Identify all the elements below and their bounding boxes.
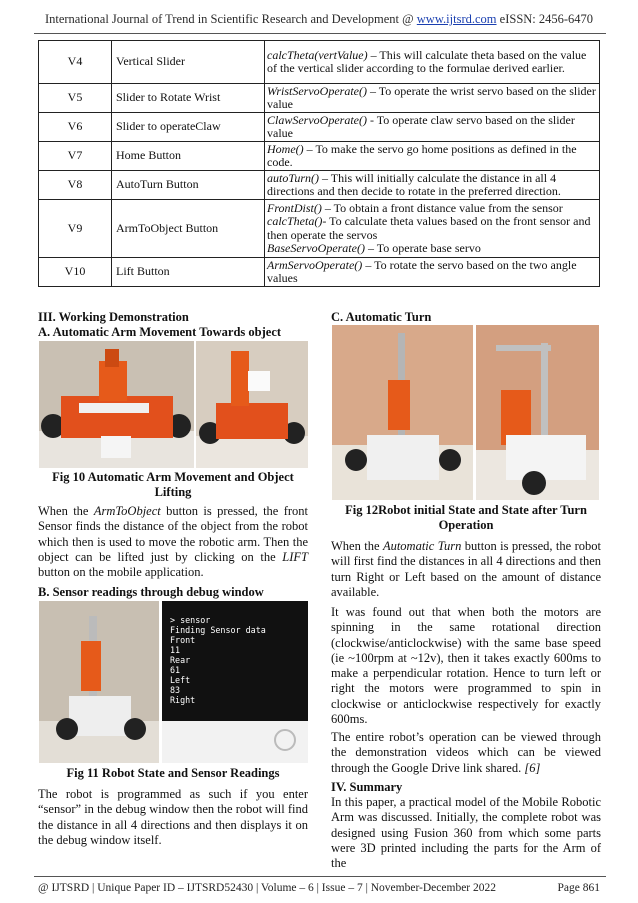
widget-cell: Home Button [112,142,265,171]
home-button-icon [274,729,296,751]
pin-cell: V4 [39,41,112,84]
function-cell: FrontDist() – To obtain a front distance value from the sensor calcTheta()- To calculate theta values based on the front sensor and then operate the servos BaseServoOperate() – To operate base servo [265,200,600,258]
journal-header [0,12,638,27]
pin-cell: V5 [39,84,112,113]
debug-line: Left [170,675,191,685]
debug-line: 61 [170,665,181,675]
reference-link[interactable]: [6] [524,760,541,775]
fig11-debug-window [162,601,308,763]
widget-cell: Slider to operateClaw [112,113,265,142]
function-cell: Home() – To make the servo go home positions as defined in the code. [265,142,600,171]
debug-line: > sensor [170,615,211,625]
widget-cell: Lift Button [112,258,265,287]
function-cell: WristServoOperate() – To operate the wrist servo based on the slider value [265,84,600,113]
fig12-photo-after-turn [476,325,599,500]
debug-line: Front [170,635,196,645]
fig12-photo-initial [332,325,473,500]
pin-cell: V10 [39,258,112,287]
pin-cell: V8 [39,171,112,200]
section-heading-4: IV. Summary [331,780,403,794]
pin-cell: V7 [39,142,112,171]
table-row [39,200,600,258]
page-footer [38,882,600,894]
fig11-robot-photo [39,601,159,763]
pin-cell: V6 [39,113,112,142]
fig12-caption: Fig 12Robot initial State and State after Turn Operation [345,503,587,532]
section-heading-3: III. Working Demonstration [38,310,189,324]
paragraph-sensor: The robot is programmed as such if you enter “sensor” in the debug window then the robot will find the distance in all 4 directions and then displays it on the debug window itself. [38,787,308,847]
table-row [39,171,600,200]
table-row [39,258,600,287]
function-cell: autoTurn() – This will initially calculate the distance in all 4 directions and then decide to rotate in the preferred direction. [265,171,600,200]
virtual-pin-table [38,40,600,287]
table-row [39,41,600,84]
widget-cell: AutoTurn Button [112,171,265,200]
journal-url-link[interactable]: www.ijtsrd.com [416,12,497,26]
fig10-photo-left [39,341,194,468]
function-cell: ArmServoOperate() – To rotate the servo based on the two angle values [265,258,600,287]
subsection-heading-a: A. Automatic Arm Movement Towards object [38,325,282,339]
widget-cell: Slider to Rotate Wrist [112,84,265,113]
issn: eISSN: 2456-6470 [499,12,594,26]
function-cell: calcTheta(vertValue) – This will calculate theta based on the value of the vertical slider according to the formulae derived earlier. [265,41,600,84]
widget-cell: ArmToObject Button [112,200,265,258]
table-row [39,113,600,142]
paragraph-rotation-timing: It was found out that when both the motors are spinning in the same rotational direction (clockwise/anticlockwise) with the same base speed (ie ~100rpm at ~12v), then it takes exactly 600ms to make a perpendicular rotation. Hence to turn left or right the motors were programmed to spin in clockwise or anticlockwise respectively for exactly 600ms. [331,605,601,727]
pin-cell: V9 [39,200,112,258]
fig10-photo-right [196,341,308,468]
function-cell: ClawServoOperate() - To operate claw servo based on the slider value [265,113,600,142]
footer-citation: @ IJTSRD | Unique Paper ID – IJTSRD52430 | Volume – 6 | Issue – 7 | November-December 2022 [38,882,497,894]
header-rule [34,33,606,34]
subsection-heading-c: C. Automatic Turn [331,310,432,324]
debug-line: Right [170,695,196,705]
journal-name: International Journal of Trend in Scientific Research and Development @ [44,12,414,26]
fig11-caption: Fig 11 Robot State and Sensor Readings [66,766,280,780]
subsection-heading-b: B. Sensor readings through debug window [38,585,264,599]
paragraph-arm-to-object: When the ArmToObject button is pressed, the front Sensor finds the distance of the object from the robot which then is used to move the robotic arm. Then the object can be lifted just by clicking on the LIFT button on the mobile application. [38,504,309,580]
phone-bezel [162,721,308,763]
table-row [39,84,600,113]
paragraph-auto-turn: When the Automatic Turn button is pressed, the robot will first find the distances in all 4 directions and then turn Right or Left based on the amount of distance available. [331,539,601,599]
debug-line: 83 [170,685,181,695]
debug-line: Rear [170,655,191,665]
paragraph-summary: In this paper, a practical model of the Mobile Robotic Arm was discussed. Initially, the complete robot was designed using Fusion 360 from which some parts were 3D printed including the parts for the Arm of the [331,795,601,871]
debug-line: 11 [170,645,181,655]
paragraph-demo-videos: The entire robot’s operation can be viewed through the demonstration videos which can be viewed through the Google Drive link shared. [6] [331,730,601,775]
footer-rule [34,876,606,877]
table-row [39,142,600,171]
debug-line: Finding Sensor data [170,625,266,635]
widget-cell: Vertical Slider [112,41,265,84]
fig10-caption: Fig 10 Automatic Arm Movement and Object Lifting [52,470,294,499]
page-number: Page 861 [557,882,600,894]
